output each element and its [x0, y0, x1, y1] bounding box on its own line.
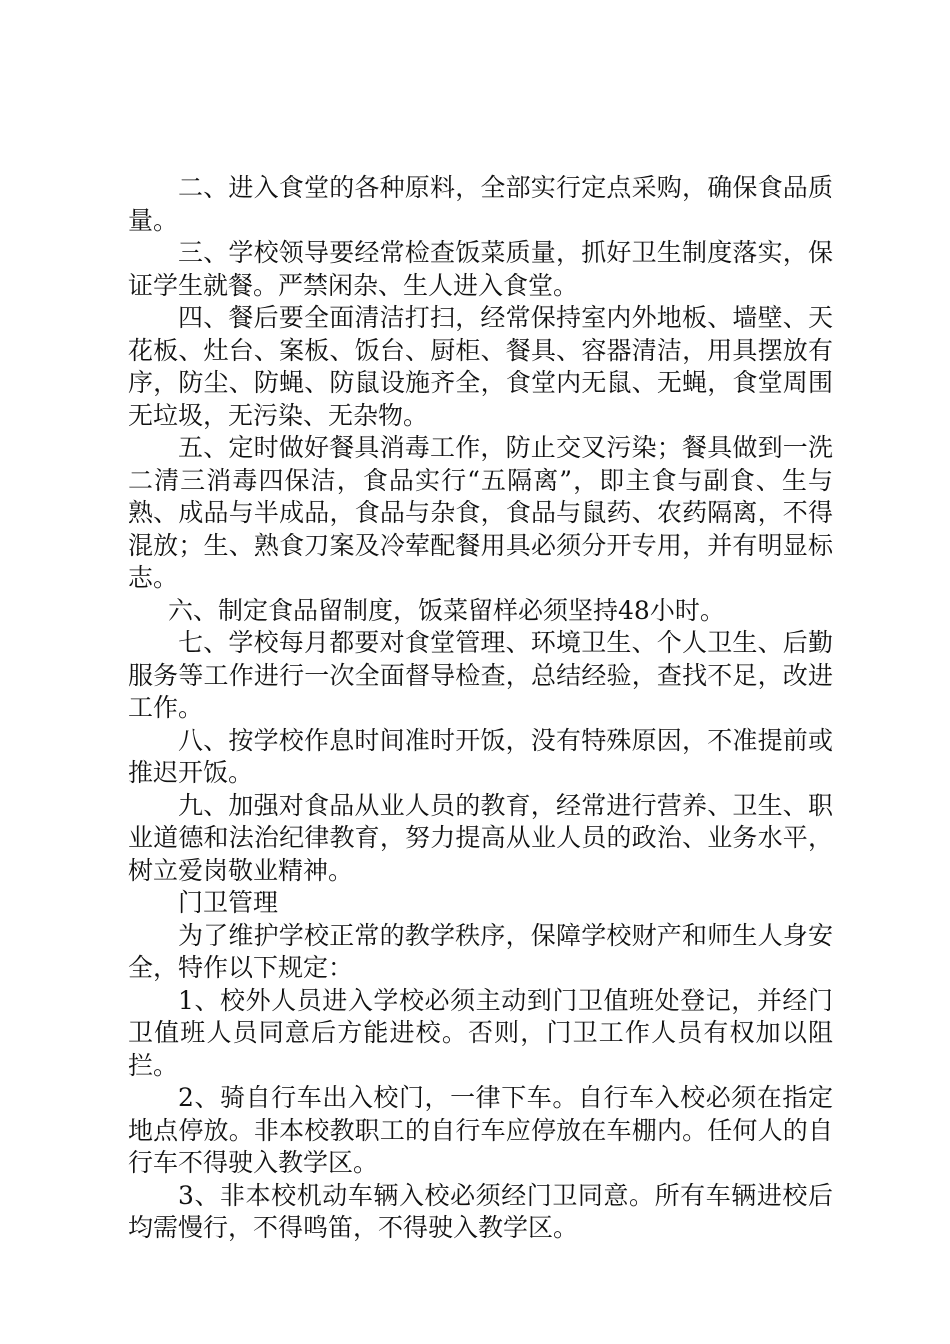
paragraph-gate-1: 1、校外人员进入学校必须主动到门卫值班处登记，并经门卫值班人员同意后方能进校。否则，门卫工作人员有权加以阻拦。 [128, 985, 833, 1080]
paragraph-3: 三、学校领导要经常检查饭菜质量，抓好卫生制度落实，保证学生就餐。严禁闲杂、生人进入食堂。 [128, 238, 833, 300]
document-body [128, 172, 833, 1245]
paragraph-9: 九、加强对食品从业人员的教育，经常进行营养、卫生、职业道德和法治纪律教育，努力提高从业人员的政治、业务水平，树立爱岗敬业精神。 [128, 790, 833, 885]
section-heading-gate-management: 门卫管理 [178, 888, 279, 917]
paragraph-8: 八、按学校作息时间准时开饭，没有特殊原因，不准提前或推迟开饭。 [128, 725, 833, 787]
paragraph-2: 二、进入食堂的各种原料，全部实行定点采购，确保食品质量。 [128, 173, 833, 235]
paragraph-5: 五、定时做好餐具消毒工作，防止交叉污染；餐具做到一洗二清三消毒四保洁，食品实行“五隔离”，即主食与副食、生与熟、成品与半成品，食品与杂食，食品与鼠药、农药隔离，不得混放；生、熟食刀案及冷荤配餐用具必须分开专用，并有明显标志。 [128, 433, 833, 592]
paragraph-gate-3: 3、非本校机动车辆入校必须经门卫同意。所有车辆进校后均需慢行，不得鸣笛，不得驶入教学区。 [128, 1180, 833, 1242]
paragraph-7: 七、学校每月都要对食堂管理、环境卫生、个人卫生、后勤服务等工作进行一次全面督导检查，总结经验，查找不足，改进工作。 [128, 628, 833, 722]
paragraph-gate-intro: 为了维护学校正常的教学秩序，保障学校财产和师生人身安全，特作以下规定： [128, 920, 833, 982]
paragraph-4: 四、餐后要全面清洁打扫，经常保持室内外地板、墙壁、天花板、灶台、案板、饭台、厨柜、餐具、容器清洁，用具摆放有序，防尘、防蝇、防鼠设施齐全，食堂内无鼠、无蝇，食堂周围无垃圾，无污染、无杂物。 [128, 303, 833, 430]
paragraph-6: 六、制定食品留制度，饭菜留样必须坚持48小时。 [168, 595, 725, 625]
paragraph-gate-2: 2、骑自行车出入校门，一律下车。自行车入校必须在指定地点停放。非本校教职工的自行车应停放在车棚内。任何人的自行车不得驶入教学区。 [128, 1083, 833, 1177]
